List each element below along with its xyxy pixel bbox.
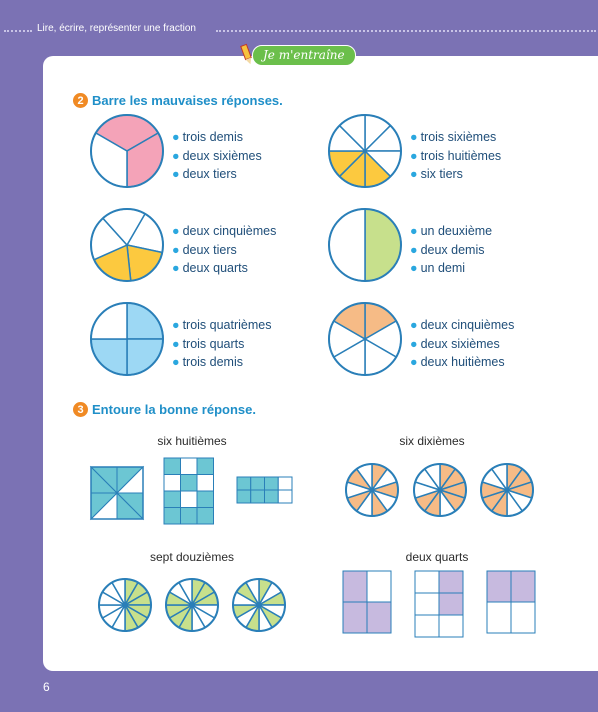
grid-cell [197,458,214,475]
grid-cell [164,508,181,525]
grid-cell [197,475,214,492]
grid-cell [278,490,292,503]
answer-text: trois demis [182,355,243,369]
answer-text: trois quatrièmes [182,318,272,332]
page-number: 6 [43,680,50,694]
bullet-icon: ● [172,167,180,181]
bullet-icon: ● [172,261,180,275]
group-label: sept douzièmes [149,550,235,564]
bullet-icon: ● [172,242,180,257]
answer-text: trois quarts [182,336,245,351]
grid-cell [164,458,181,475]
answer-text: deux cinquièmes [182,224,277,238]
group-label: six dixièmes [399,434,465,448]
grid-cell [197,508,214,525]
bullet-icon: ● [172,336,180,351]
exercise-number: 3 [73,402,88,417]
bullet-icon: ● [172,148,180,163]
bullet-icon: ● [172,130,180,144]
grid-cell [511,602,535,633]
grid-cell [487,602,511,633]
bullet-icon: ● [172,224,180,238]
grid-cell [487,571,511,602]
grid-cell [278,477,292,490]
grid-cell [237,490,251,503]
bullet-icon: ● [410,261,418,275]
answer-text: deux tiers [182,242,237,257]
grid-cell [343,602,367,633]
grid-cell [415,593,439,615]
bullet-icon: ● [410,318,418,332]
bullet-icon: ● [172,318,180,332]
answer-text: un deuxième [420,224,493,238]
answer-text: un demi [420,261,466,275]
grid-cell [251,477,265,490]
answer-text: deux sixièmes [182,148,262,163]
bullet-icon: ● [410,148,418,163]
grid-cell [439,571,463,593]
grid-cell [511,571,535,602]
bullet-icon: ● [410,242,418,257]
bullet-icon: ● [410,224,418,238]
answer-text: deux demis [420,242,485,257]
grid-cell [181,458,198,475]
answer-text: deux huitièmes [420,355,505,369]
grid-cell [181,508,198,525]
answer-text: trois sixièmes [420,130,497,144]
grid-cell [164,475,181,492]
group-label: deux quarts [405,550,469,564]
grid-cell [197,491,214,508]
exercise-instruction: Barre les mauvaises réponses. [92,93,283,108]
bullet-icon: ● [410,130,418,144]
grid-cell [439,615,463,637]
answer-text: trois huitièmes [420,148,502,163]
grid-cell [343,571,367,602]
pie-slice [365,209,401,281]
bullet-icon: ● [172,355,180,369]
exercise-number: 2 [73,93,88,108]
pie-slice [329,209,365,281]
badge-label: Je m'entraîne [252,45,356,66]
chapter-title: Lire, écrire, représenter une fraction [37,23,196,34]
grid-cell [415,615,439,637]
grid-cell [367,602,391,633]
grid-cell [164,491,181,508]
grid-cell [181,491,198,508]
grid-cell [367,571,391,602]
bullet-icon: ● [410,336,418,351]
answer-text: deux tiers [182,167,237,181]
answer-text: deux sixièmes [420,336,500,351]
grid-cell [415,571,439,593]
grid-cell [265,477,279,490]
group-label: six huitièmes [157,434,227,448]
grid-cell [265,490,279,503]
grid-cell [237,477,251,490]
answer-text: trois demis [182,130,243,144]
grid-cell [181,475,198,492]
answer-text: six tiers [420,167,463,181]
bullet-icon: ● [410,167,418,181]
grid-cell [439,593,463,615]
answer-text: deux cinquièmes [420,318,515,332]
answer-text: deux quarts [182,261,248,275]
exercise-instruction: Entoure la bonne réponse. [92,402,256,417]
grid-cell [251,490,265,503]
bullet-icon: ● [410,355,418,369]
